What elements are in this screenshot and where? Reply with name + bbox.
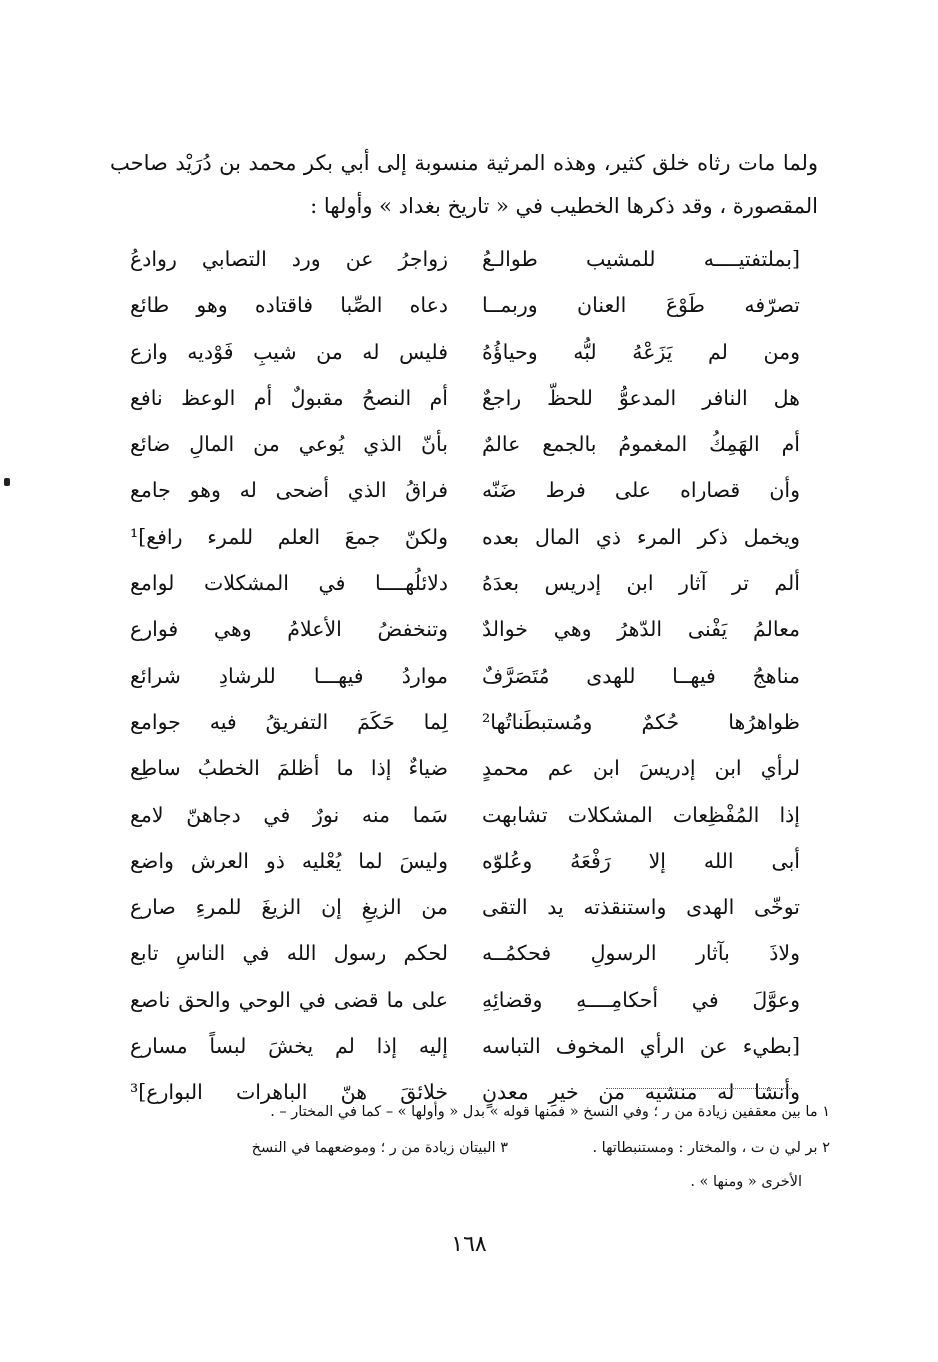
hemistich-first: إذا المُفْظِعات المشكلات تشابهت: [482, 802, 800, 827]
page-number: ١٦٨: [451, 1232, 487, 1257]
hemistich-first: تصرّفه طَوْعَ العنان وربمــا: [482, 293, 800, 318]
poem-line: [130, 514, 800, 560]
hemistich-second: أم النصحُ مقبولٌ أم الوعظ نافع: [130, 385, 448, 410]
margin-mark: [4, 478, 10, 486]
hemistich-first: هل النافر المدعوُّ للحظّ راجعٌ: [482, 385, 800, 410]
hemistich-first: ومن لم يَزَعْهُ لبُّه وحياؤُهُ: [482, 339, 800, 364]
hemistich-second: ولكنّ جمعَ العلم للمرء رافع]¹: [130, 524, 448, 549]
poem-line: [130, 467, 800, 513]
footnote-separator: [606, 1088, 792, 1089]
hemistich-first: أم الهَمِكُ المغمومُ بالجمع عالمٌ: [482, 432, 800, 457]
footnote-3-continuation: الأخرى « ومنها » .: [690, 1174, 802, 1190]
hemistich-second: إليه إذا لم يخشَ لبساً مسارع: [130, 1034, 448, 1059]
hemistich-first: ولاذَ بآثار الرسولِ فحكمُــه: [482, 941, 800, 966]
poem-line: [130, 930, 800, 976]
poem-line: [130, 745, 800, 791]
hemistich-first: وأن قصاراه على فرط ضَنّه: [482, 478, 800, 503]
poem-line: [130, 421, 800, 467]
footnote-2: ٢ بر لي ن ت ، والمختار : ومستنبطاتها .: [592, 1140, 830, 1156]
poem-line: [130, 884, 800, 930]
hemistich-second: سَما منه نورٌ في دجاهنّ لامع: [130, 802, 448, 827]
hemistich-first: وعوَّلَ في أحكامِــــهِ وقضائِهِ: [482, 987, 800, 1012]
poem-line: [130, 375, 800, 421]
hemistich-first: توخّى الهدى واستنقذته يد التقى: [482, 895, 800, 920]
hemistich-first: لرأي ابن إدريسَ ابن عم محمدٍ: [482, 756, 800, 781]
hemistich-first: ويخمل ذكر المرء ذي المال بعده: [482, 524, 800, 549]
poem-line: [130, 282, 800, 328]
hemistich-first: مناهجُ فيهــا للهدى مُتَصَرَّفٌ: [482, 663, 800, 688]
hemistich-second: ضياءٌ إذا ما أظلمَ الخطبُ ساطِع: [130, 756, 448, 781]
poem-line: [130, 792, 800, 838]
hemistich-first: معالمُ يَفْنى الدّهرُ وهي خوالدٌ: [482, 617, 800, 642]
poem-line: [130, 560, 800, 606]
hemistich-second: وتنخفضُ الأعلامُ وهي فوارع: [130, 617, 448, 642]
hemistich-second: زواجرُ عن ورد التصابي روادعُ: [130, 247, 448, 271]
poem-line: [130, 236, 800, 282]
poem-line: [130, 977, 800, 1023]
hemistich-second: فراقُ الذي أضحى له وهو جامع: [130, 478, 448, 503]
hemistich-second: بأنّ الذي يُوعي من المالِ ضائع: [130, 432, 448, 457]
hemistich-second: لحكم رسول الله في الناسِ تابع: [130, 941, 448, 966]
poem-line: [130, 329, 800, 375]
hemistich-first: ألم تر آثار ابن إدريس بعدَهُ: [482, 571, 800, 596]
poem-line: [130, 1023, 800, 1069]
hemistich-first: [بطيء عن الرأي المخوف التباسه: [482, 1034, 800, 1059]
hemistich-second: من الزيغِ إن الزيغَ للمرءِ صارع: [130, 895, 448, 920]
poem-line: [130, 838, 800, 884]
poem: [130, 236, 800, 1116]
hemistich-second: دعاه الصِّبا فاقتاده وهو طائع: [130, 293, 448, 318]
intro-paragraph: ولما مات رثاه خلق كثير، وهذه المرثية منسوبة إلى أبي بكر محمد بن دُرَيْد صاحب المقصورة ، وقد ذكرها الخطيب في « تاريخ بغداد » وأولها :: [110, 151, 818, 218]
poem-line: [130, 699, 800, 745]
hemistich-first: [بملتفتيــــه للمشيب طوالـعُ: [482, 247, 800, 271]
hemistich-second: دلائلُهــــا في المشكلات لوامع: [130, 571, 448, 596]
poem-line: [130, 606, 800, 652]
hemistich-first: وأنشا له منشيه من خيرِ معدنٍ: [482, 1080, 800, 1105]
hemistich-second: لِما حَكَمَ التفريقُ فيه جوامع: [130, 709, 448, 734]
poem-line: [130, 653, 800, 699]
hemistich-second: وليسَ لما يُعْليه ذو العرش واضع: [130, 848, 448, 873]
footnote-3: ٣ البيتان زيادة من ر ؛ وموضعهما في النسخ: [251, 1140, 508, 1156]
hemistich-second: خلائقَ هنّ الباهرات البوارع]³: [130, 1080, 448, 1105]
footnote-1: ١ ما بين معقفين زيادة من ر ؛ وفي النسخ « فمنها قوله » بدل « وأولها » – كما في المختار – .: [270, 1104, 830, 1120]
hemistich-first: ظواهرُها حُكمٌ ومُستبطَناتُها²: [482, 709, 800, 734]
hemistich-second: على ما قضى في الوحي والحق ناصع: [130, 987, 448, 1012]
hemistich-first: أبى الله إلا رَفْعَهُ وعُلوّه: [482, 848, 800, 873]
hemistich-second: مواردُ فيهـــا للرشادِ شرائع: [130, 663, 448, 688]
hemistich-second: فليس له من شيبِ فَوْديه وازع: [130, 339, 448, 364]
